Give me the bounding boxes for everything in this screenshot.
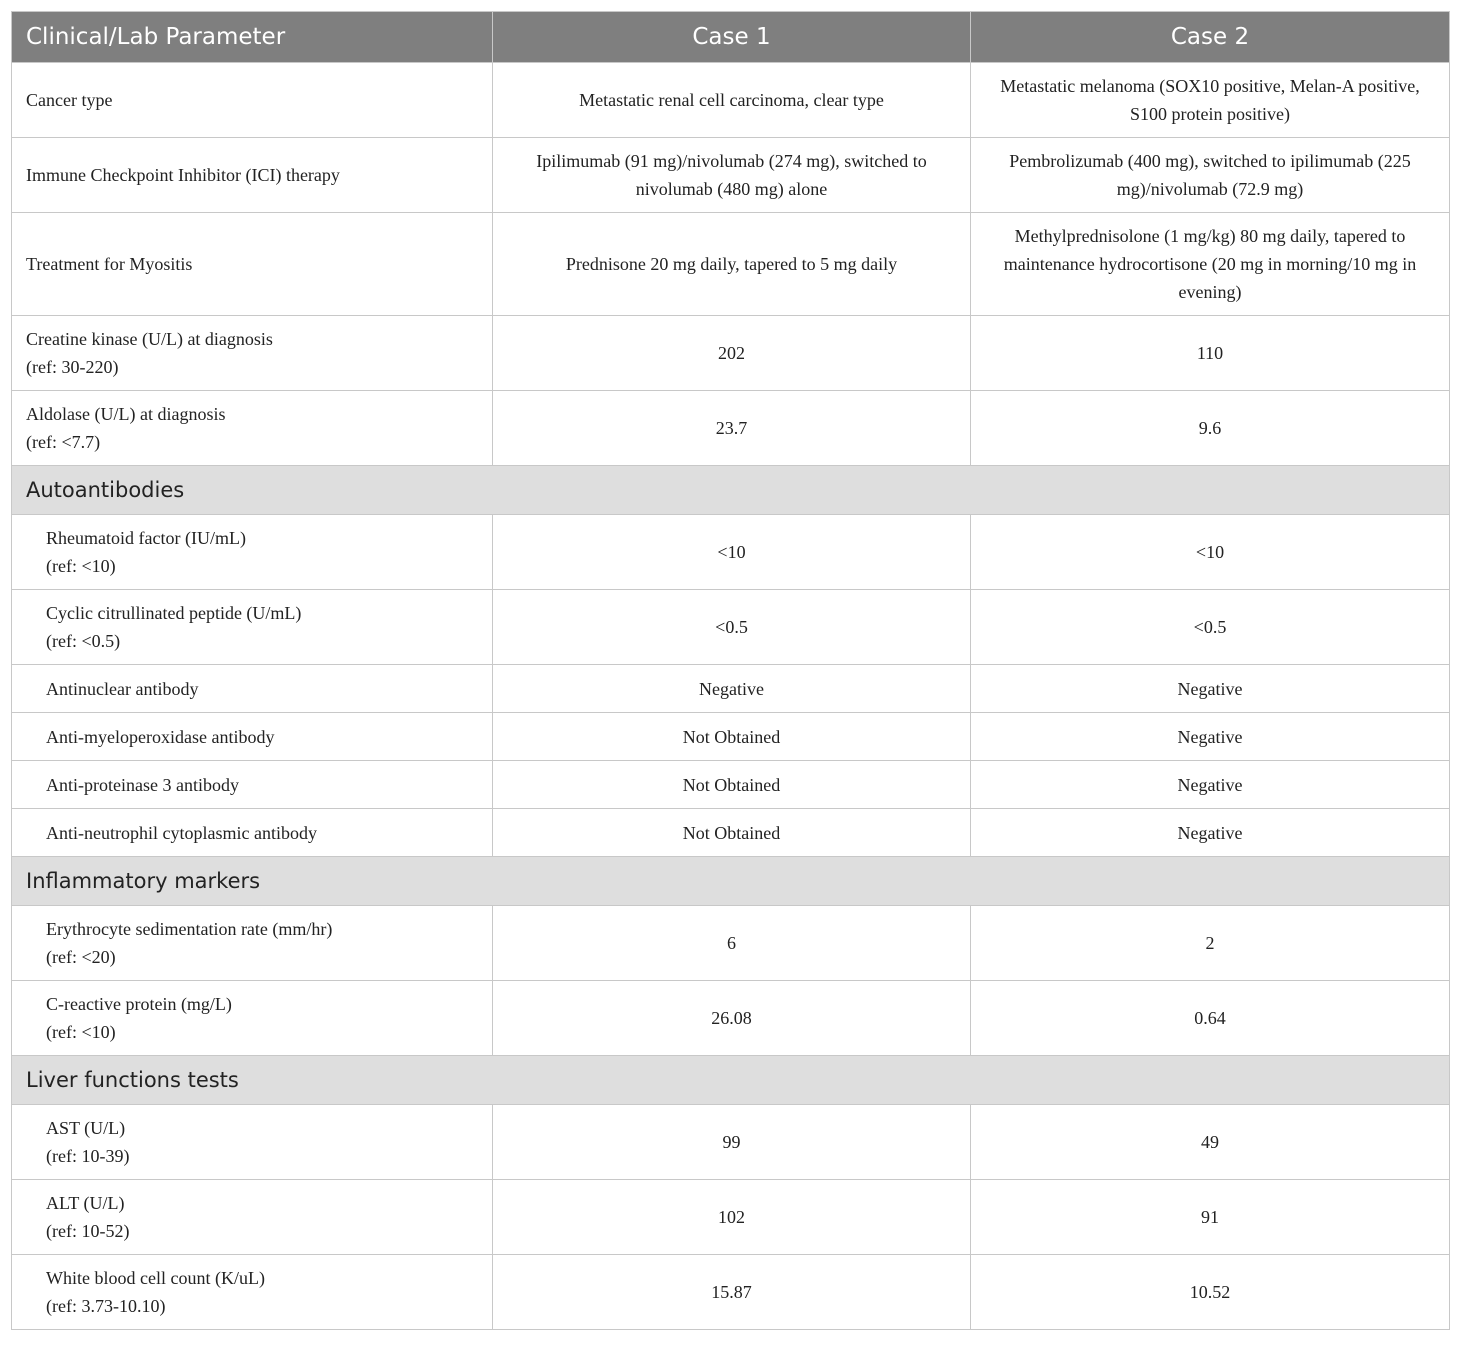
- param-ref: (ref: 3.73-10.10): [46, 1296, 166, 1316]
- param-cell: Immune Checkpoint Inhibitor (ICI) therapy: [12, 138, 493, 213]
- param-ref: (ref: <0.5): [46, 631, 121, 651]
- param-cell: Cancer type: [12, 63, 493, 138]
- param-cell: Treatment for Myositis: [12, 213, 493, 316]
- table-row: [12, 1255, 1450, 1330]
- header-case1: Case 1: [493, 12, 971, 63]
- case2-cell: Methylprednisolone (1 mg/kg) 80 mg daily, tapered to maintenance hydrocortisone (20 mg in morning/10 mg in evening): [971, 213, 1450, 316]
- param-cell: [12, 906, 493, 981]
- param-label: Creatine kinase (U/L) at diagnosis: [26, 329, 273, 349]
- section-title: Autoantibodies: [12, 466, 1450, 515]
- table-row: [12, 63, 1450, 138]
- param-label: Erythrocyte sedimentation rate (mm/hr): [46, 919, 333, 939]
- table-row: [12, 713, 1450, 761]
- param-label: Cyclic citrullinated peptide (U/mL): [46, 603, 302, 623]
- case2-cell: Metastatic melanoma (SOX10 positive, Melan-A positive, S100 protein positive): [971, 63, 1450, 138]
- table-row: [12, 316, 1450, 391]
- case1-cell: <10: [493, 515, 971, 590]
- case1-cell: 202: [493, 316, 971, 391]
- lab-parameters-table: [11, 11, 1450, 1330]
- case1-cell: 23.7: [493, 391, 971, 466]
- header-case2: Case 2: [971, 12, 1450, 63]
- case1-cell: 6: [493, 906, 971, 981]
- case1-cell: 26.08: [493, 981, 971, 1056]
- table-row: [12, 665, 1450, 713]
- case2-cell: Negative: [971, 713, 1450, 761]
- case1-cell: 15.87: [493, 1255, 971, 1330]
- param-ref: (ref: <7.7): [26, 432, 101, 452]
- case1-cell: Ipilimumab (91 mg)/nivolumab (274 mg), switched to nivolumab (480 mg) alone: [493, 138, 971, 213]
- case2-cell: Pembrolizumab (400 mg), switched to ipilimumab (225 mg)/nivolumab (72.9 mg): [971, 138, 1450, 213]
- case2-cell: Negative: [971, 761, 1450, 809]
- table-row: [12, 809, 1450, 857]
- case2-cell: Negative: [971, 809, 1450, 857]
- table-row: [12, 590, 1450, 665]
- param-cell: Antinuclear antibody: [12, 665, 493, 713]
- param-label: C-reactive protein (mg/L): [46, 994, 232, 1014]
- param-ref: (ref: 10-39): [46, 1146, 130, 1166]
- case2-cell: <10: [971, 515, 1450, 590]
- param-cell: [12, 1105, 493, 1180]
- case2-cell: <0.5: [971, 590, 1450, 665]
- case2-cell: 9.6: [971, 391, 1450, 466]
- case2-cell: 110: [971, 316, 1450, 391]
- param-cell: [12, 515, 493, 590]
- param-cell: [12, 1255, 493, 1330]
- param-ref: (ref: 10-52): [46, 1221, 130, 1241]
- case1-cell: Prednisone 20 mg daily, tapered to 5 mg daily: [493, 213, 971, 316]
- case2-cell: Negative: [971, 665, 1450, 713]
- param-ref: (ref: <20): [46, 947, 116, 967]
- param-cell: Anti-neutrophil cytoplasmic antibody: [12, 809, 493, 857]
- param-cell: [12, 316, 493, 391]
- table-row: [12, 213, 1450, 316]
- case1-cell: 99: [493, 1105, 971, 1180]
- table-body: [12, 63, 1450, 1330]
- table-header: [12, 12, 1450, 63]
- table-row: [12, 761, 1450, 809]
- case2-cell: 2: [971, 906, 1450, 981]
- param-label: Rheumatoid factor (IU/mL): [46, 528, 246, 548]
- section-header-row: [12, 466, 1450, 515]
- param-cell: [12, 981, 493, 1056]
- header-param: Clinical/Lab Parameter: [12, 12, 493, 63]
- case2-cell: 10.52: [971, 1255, 1450, 1330]
- section-title: Inflammatory markers: [12, 857, 1450, 906]
- case2-cell: 0.64: [971, 981, 1450, 1056]
- param-cell: Anti-proteinase 3 antibody: [12, 761, 493, 809]
- param-label: AST (U/L): [46, 1118, 126, 1138]
- param-label: ALT (U/L): [46, 1193, 125, 1213]
- param-label: White blood cell count (K/uL): [46, 1268, 265, 1288]
- param-cell: [12, 590, 493, 665]
- case1-cell: Negative: [493, 665, 971, 713]
- section-title: Liver functions tests: [12, 1056, 1450, 1105]
- table-row: [12, 1105, 1450, 1180]
- param-ref: (ref: <10): [46, 1022, 116, 1042]
- case1-cell: Metastatic renal cell carcinoma, clear type: [493, 63, 971, 138]
- table-row: [12, 391, 1450, 466]
- case1-cell: Not Obtained: [493, 713, 971, 761]
- param-ref: (ref: <10): [46, 556, 116, 576]
- param-ref: (ref: 30-220): [26, 357, 119, 377]
- section-header-row: [12, 857, 1450, 906]
- case1-cell: <0.5: [493, 590, 971, 665]
- table-row: [12, 981, 1450, 1056]
- case2-cell: 49: [971, 1105, 1450, 1180]
- param-cell: [12, 391, 493, 466]
- case1-cell: Not Obtained: [493, 809, 971, 857]
- param-cell: [12, 1180, 493, 1255]
- table-row: [12, 906, 1450, 981]
- case1-cell: 102: [493, 1180, 971, 1255]
- case2-cell: 91: [971, 1180, 1450, 1255]
- table-row: [12, 515, 1450, 590]
- section-header-row: [12, 1056, 1450, 1105]
- param-label: Aldolase (U/L) at diagnosis: [26, 404, 226, 424]
- case1-cell: Not Obtained: [493, 761, 971, 809]
- table-row: [12, 1180, 1450, 1255]
- header-row: [12, 12, 1450, 63]
- param-cell: Anti-myeloperoxidase antibody: [12, 713, 493, 761]
- table-row: [12, 138, 1450, 213]
